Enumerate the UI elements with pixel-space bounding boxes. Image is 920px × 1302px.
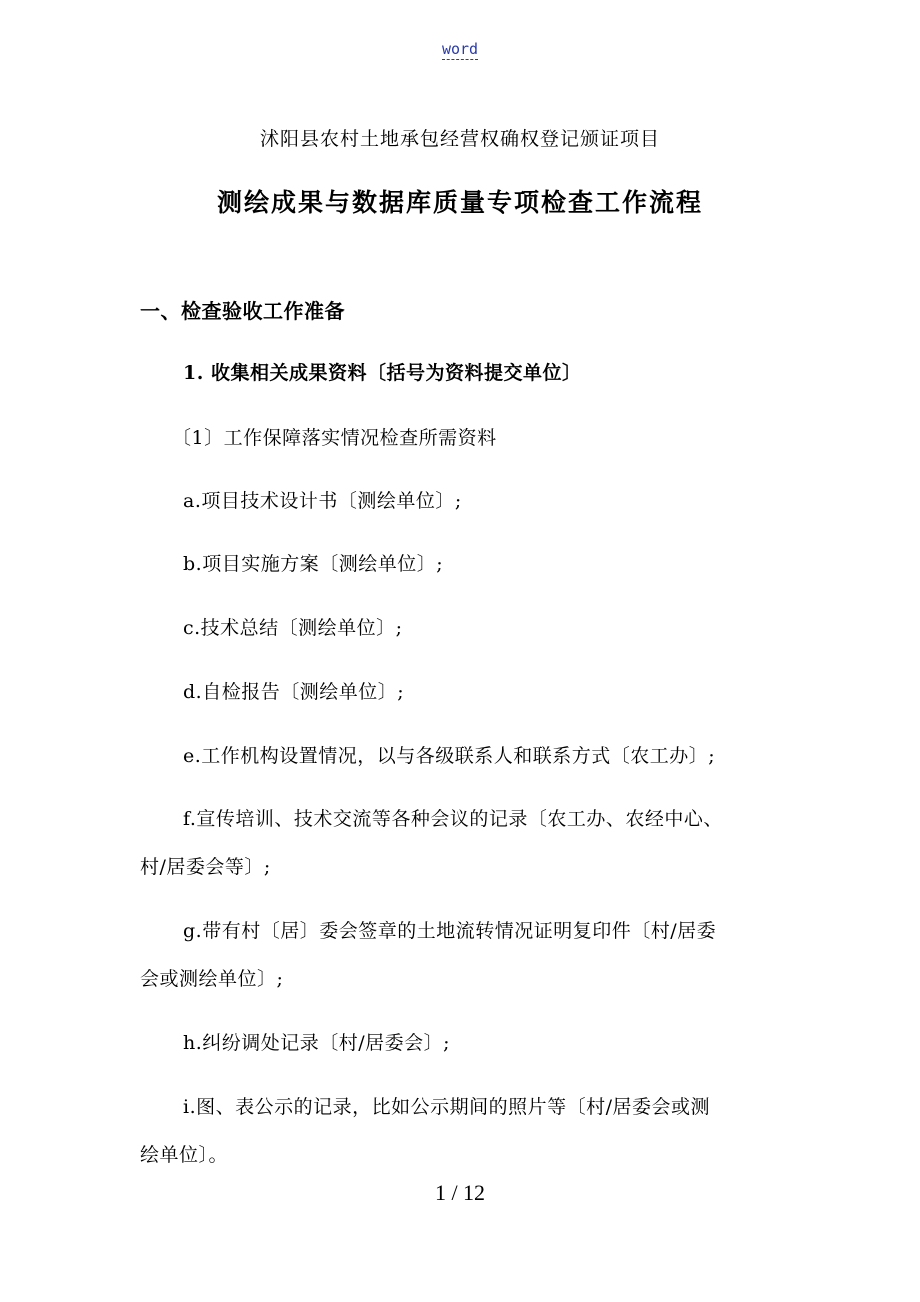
section-heading: 一、检查验收工作准备 [140,299,345,323]
list-item: e.工作机构设置情况，以与各级联系人和联系方式〔农工办〕; [183,745,716,767]
page-number: 1 / 12 [434,1180,486,1205]
document-title: 测绘成果与数据库质量专项检查工作流程 [216,188,703,217]
list-item-continuation: 村/居委会等〕; [140,856,271,878]
document-subtitle: 沭阳县农村土地承包经营权确权登记颁证项目 [259,128,660,150]
list-item-continuation: 会或测绘单位〕; [140,968,284,990]
list-item-continuation: 绘单位〕。 [140,1144,229,1166]
list-item: f.宣传培训、技术交流等各种会议的记录〔农工办、农经中心、 [183,808,723,830]
list-item: d.自检报告〔测绘单位〕; [183,681,405,703]
list-item: c.技术总结〔测绘单位〕; [183,617,403,639]
list-item: h.纠纷调处记录〔村/居委会〕; [183,1032,451,1054]
header-word-link[interactable]: word [441,40,479,58]
list-item: a.项目技术设计书〔测绘单位〕; [183,490,462,512]
list-item: g.带有村〔居〕委会签章的土地流转情况证明复印件〔村/居委 [183,920,717,942]
list-item: i.图、表公示的记录，比如公示期间的照片等〔村/居委会或测 [183,1096,711,1118]
item-group-heading: 〔1〕工作保障落实情况检查所需资料 [172,427,497,449]
header-word-link-container [0,40,920,58]
list-item: b.项目实施方案〔测绘单位〕; [183,553,444,575]
subsection-heading: 1. 收集相关成果资料〔括号为资料提交单位〕 [183,362,582,384]
